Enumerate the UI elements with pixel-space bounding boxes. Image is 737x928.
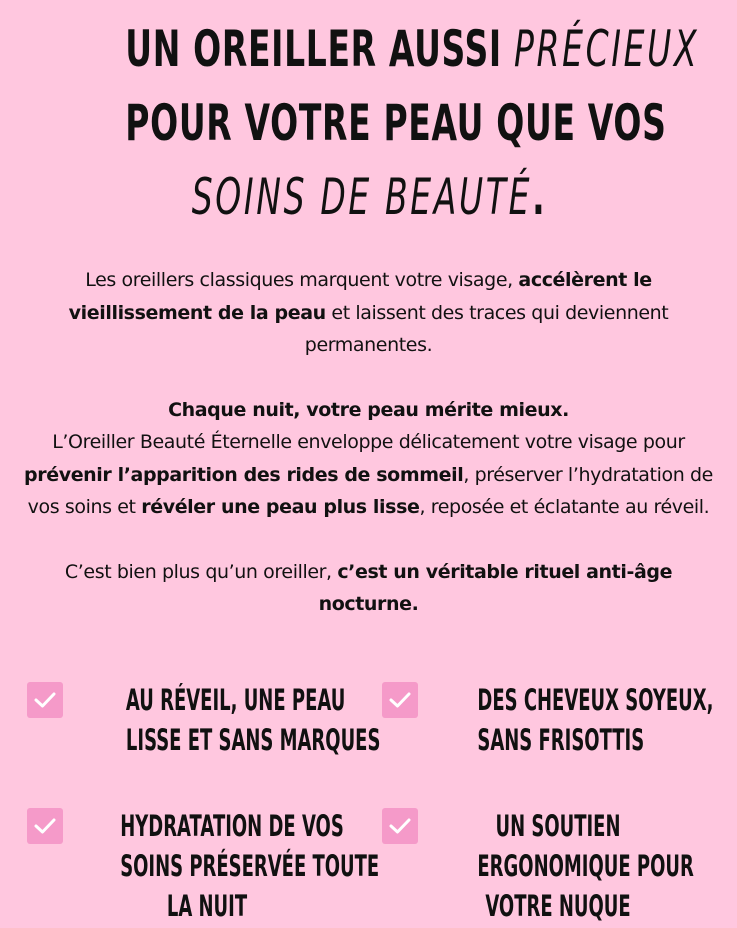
feature-text <box>477 680 714 760</box>
benefit-bold-1: Chaque nuit, votre peau mérite mieux. <box>168 398 569 421</box>
feature-ergonomic-support <box>382 808 694 923</box>
feature-line: DES CHEVEUX SOYEUX, <box>477 683 714 717</box>
intro-bold-1: accélèrent le vieillissement de la peau <box>68 269 652 324</box>
feature-line: HYDRATATION DE VOS <box>120 809 344 843</box>
feature-line: VOTRE NUQUE <box>485 889 631 923</box>
intro-text-1: Les oreillers classiques marquent votre visage, <box>85 269 519 291</box>
feature-line: SOINS PRÉSERVÉE TOUTE <box>120 849 380 883</box>
feature-line: UN SOUTIEN <box>495 809 621 843</box>
check-icon <box>27 682 63 718</box>
feature-line: AU RÉVEIL, UNE PEAU <box>125 683 346 717</box>
feature-line: LA NUIT <box>166 889 248 923</box>
benefit-text-1: L’Oreiller Beauté Éternelle enveloppe délicatement votre visage pour <box>52 431 685 453</box>
paragraph-gap <box>22 362 715 394</box>
feature-hydration <box>27 808 380 923</box>
benefit-text-2: , préserver l’hydratation de vos soins et <box>27 463 713 518</box>
headline-emphasis-precieux: PRÉCIEUX <box>514 20 700 78</box>
headline-period: . <box>532 168 546 226</box>
body-copy <box>22 264 715 621</box>
feature-smooth-skin <box>27 682 381 757</box>
headline-line-1-text: UN OREILLER AUSSI <box>125 20 502 78</box>
headline <box>125 12 700 234</box>
headline-line-2: POUR VOTRE PEAU QUE VOS <box>125 94 667 152</box>
benefit-text-3: , reposée et éclatante au réveil. <box>419 496 710 518</box>
intro-paragraph <box>22 264 715 362</box>
intro-text-2: et laissent des traces qui deviennent permanentes. <box>304 301 669 356</box>
check-icon <box>382 808 418 844</box>
ritual-text-1: C’est bien plus qu’un oreiller, <box>64 560 338 583</box>
ritual-paragraph <box>22 556 715 621</box>
paragraph-gap <box>22 524 715 556</box>
feature-text <box>477 806 694 926</box>
feature-line: ERGONOMIQUE POUR <box>477 849 694 883</box>
feature-silky-hair <box>382 682 714 757</box>
ritual-bold-1: c’est un véritable rituel anti-âge nocturne. <box>318 560 673 615</box>
feature-text <box>120 806 380 926</box>
check-icon <box>382 682 418 718</box>
benefit-bold-2: prévenir l’apparition des rides de sommeil <box>24 463 464 486</box>
feature-line: LISSE ET SANS MARQUES <box>125 723 381 757</box>
benefit-paragraph <box>22 394 715 524</box>
feature-text <box>125 680 381 760</box>
check-icon <box>27 808 63 844</box>
headline-emphasis-soins: SOINS DE BEAUTÉ <box>191 168 533 226</box>
feature-line: SANS FRISOTTIS <box>477 723 645 757</box>
benefit-bold-3: révéler une peau plus lisse <box>141 496 420 518</box>
headline-line-3 <box>125 160 611 234</box>
headline-line-1 <box>125 12 700 86</box>
